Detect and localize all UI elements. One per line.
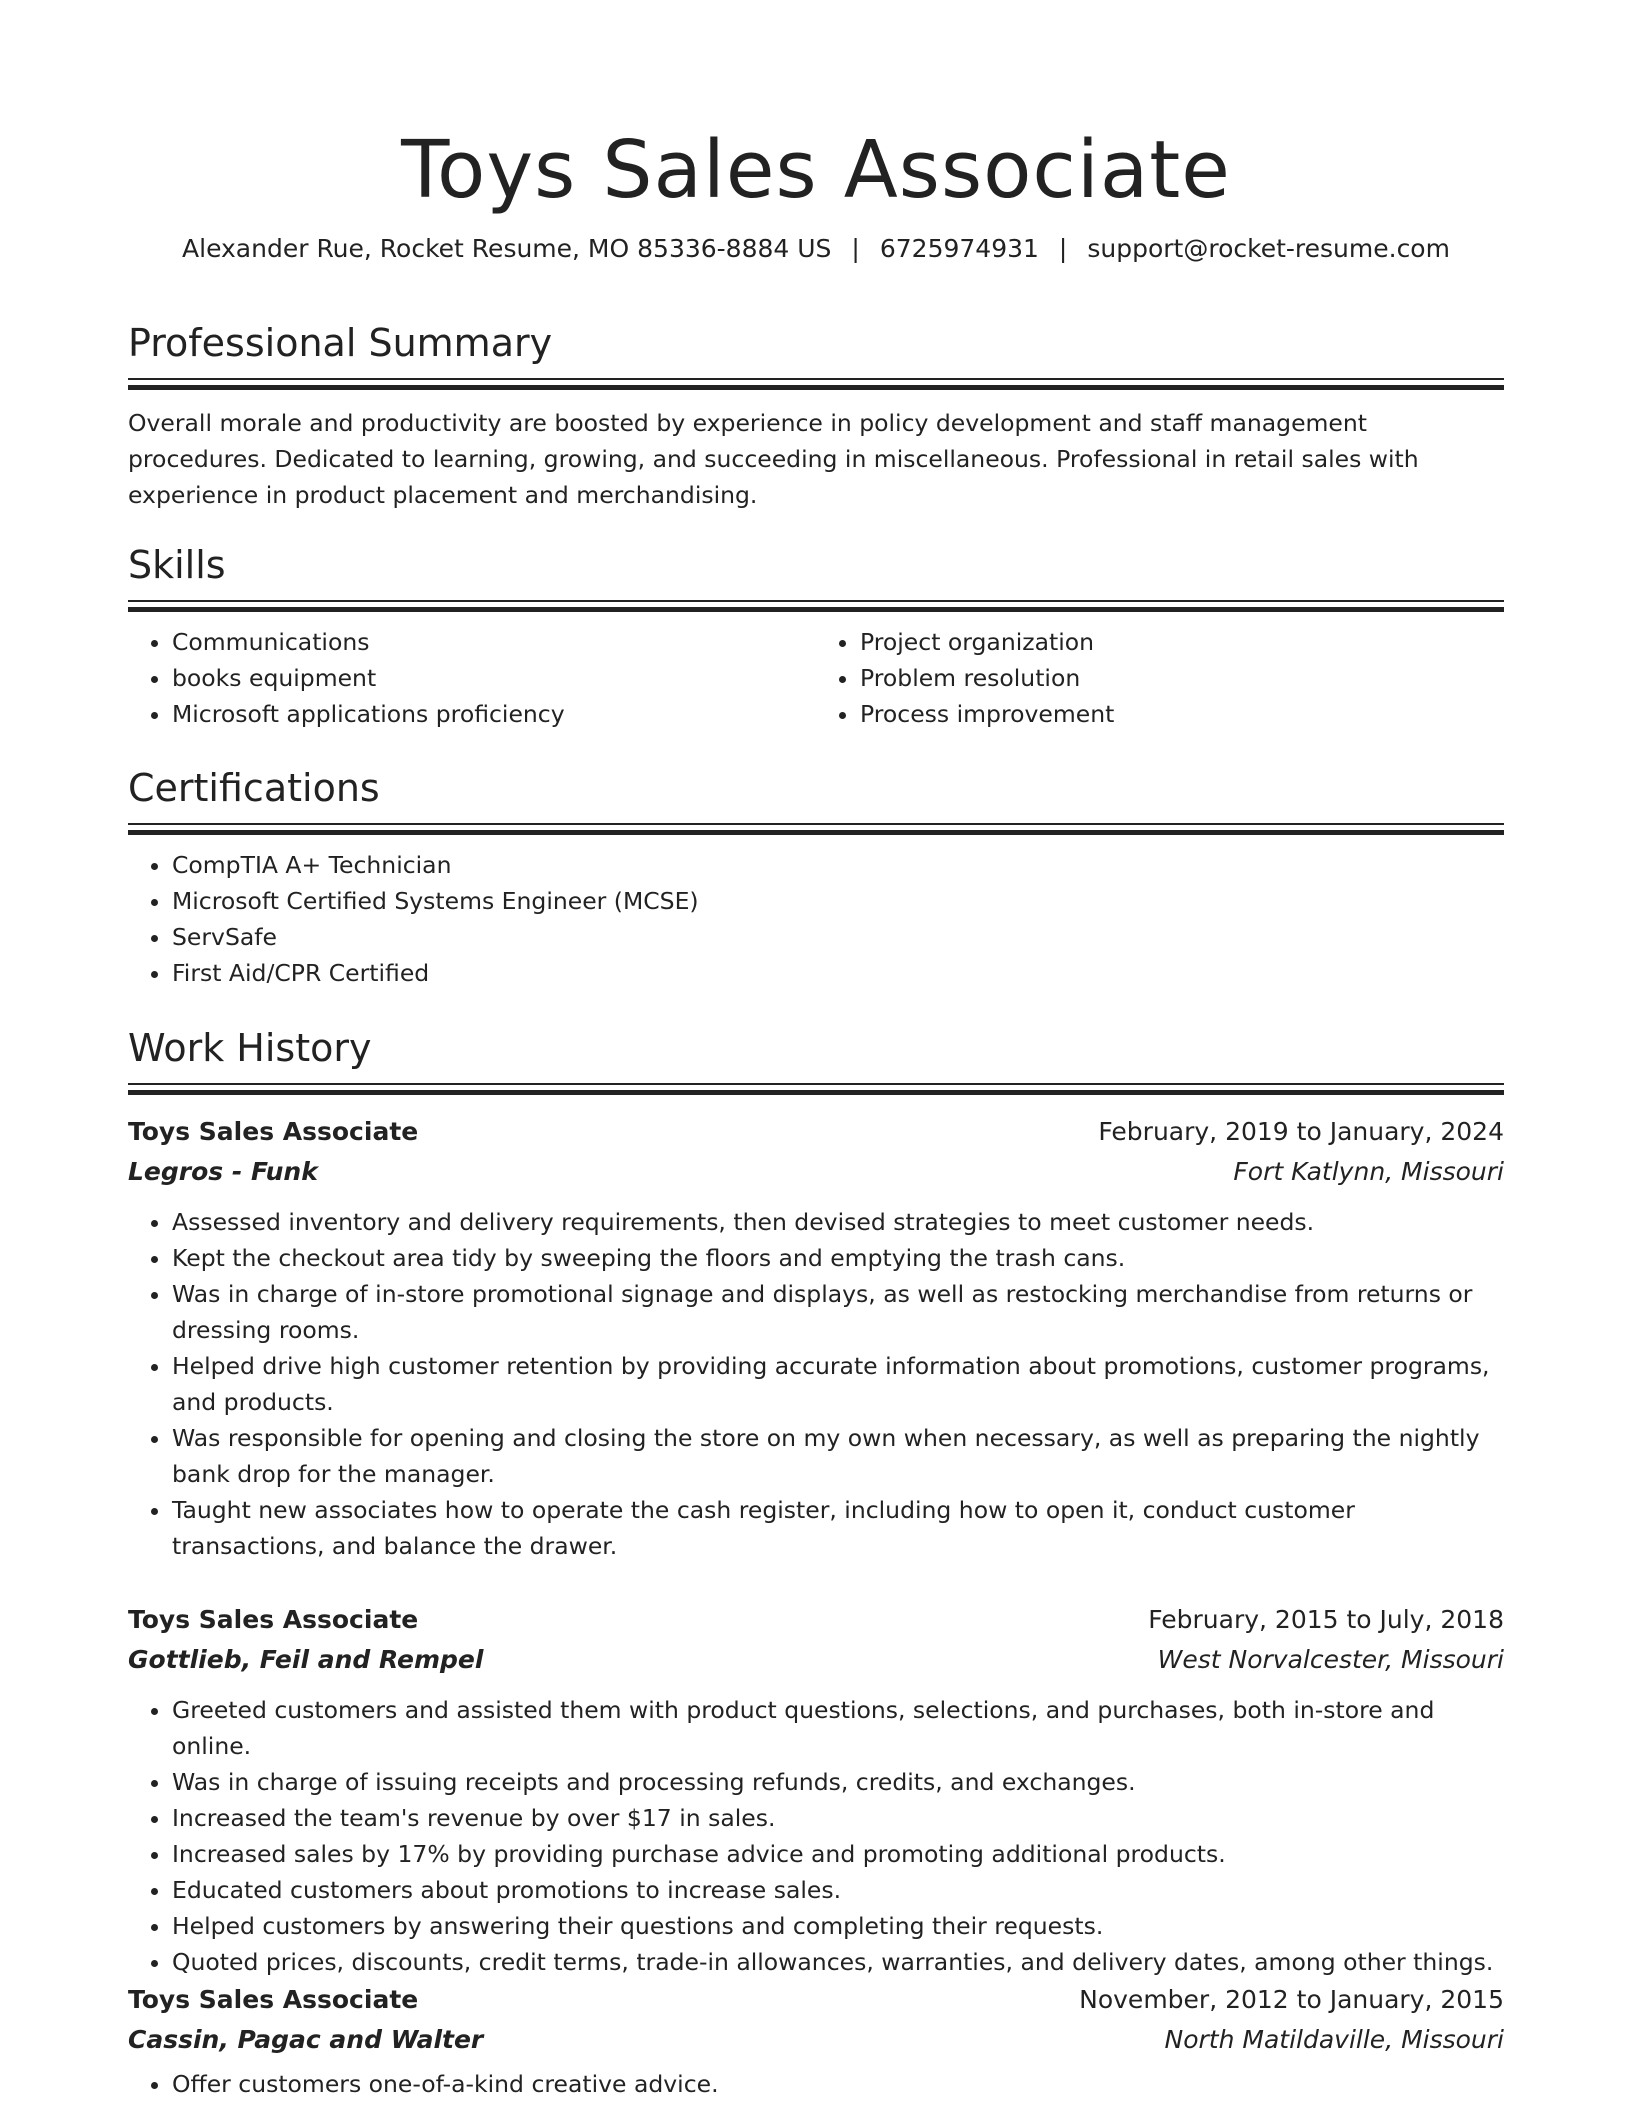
skills-list bbox=[128, 624, 1504, 732]
job-entry bbox=[128, 1112, 1504, 1564]
job-title: Toys Sales Associate bbox=[128, 1117, 419, 1146]
job-bullet: • Was in charge of in-store promotional signage and displays, as well as restocking merchandise from returns or dressing rooms. bbox=[172, 1276, 1504, 1348]
work-history-section bbox=[128, 1025, 1504, 1095]
skill-item: • Process improvement bbox=[860, 696, 1504, 732]
certification-item: • ServSafe bbox=[172, 919, 1504, 955]
job-bullet: • Helped customers by answering their questions and completing their requests. bbox=[172, 1908, 1504, 1944]
job-subheader bbox=[128, 1640, 1504, 1680]
resume-title: Toys Sales Associate bbox=[401, 124, 1231, 216]
certifications-list bbox=[128, 847, 1504, 991]
job-bullet: • Quoted prices, discounts, credit terms, trade-in allowances, warranties, and delivery dates, among other things. bbox=[172, 1944, 1504, 1980]
job-company: Legros - Funk bbox=[128, 1157, 318, 1186]
section-divider bbox=[128, 823, 1504, 835]
job-location: West Norvalcester, Missouri bbox=[1157, 1645, 1504, 1674]
section-heading: Certifications bbox=[128, 766, 380, 810]
job-title: Toys Sales Associate bbox=[128, 1985, 419, 2014]
section-divider bbox=[128, 1083, 1504, 1095]
contact-phone: 6725974931 bbox=[879, 234, 1039, 263]
skills-section bbox=[128, 542, 1504, 732]
job-bullet: • Educated customers about promotions to increase sales. bbox=[172, 1872, 1504, 1908]
section-heading: Work History bbox=[128, 1026, 372, 1070]
skills-column-right bbox=[816, 624, 1504, 732]
job-entry bbox=[128, 1600, 1504, 1980]
certification-item: • Microsoft Certified Systems Engineer (MCSE) bbox=[172, 883, 1504, 919]
job-dates: November, 2012 to January, 2015 bbox=[1079, 1985, 1504, 2014]
job-subheader bbox=[128, 1152, 1504, 1192]
job-bullet: • Offer customers one-of-a-kind creative advice. bbox=[172, 2066, 1504, 2102]
section-divider bbox=[128, 378, 1504, 390]
contact-separator: | bbox=[1058, 234, 1068, 263]
job-location: North Matildaville, Missouri bbox=[1164, 2025, 1504, 2054]
job-bullet: • Taught new associates how to operate the cash register, including how to open it, conduct customer transactions, and balance the drawer. bbox=[172, 1492, 1504, 1564]
contact-line bbox=[128, 232, 1504, 266]
certification-item: • CompTIA A+ Technician bbox=[172, 847, 1504, 883]
summary-text: Overall morale and productivity are boosted by experience in policy development and staff management procedures. Dedicated to learning, growing, and succeeding in miscellaneous. Professional in retail sales with experience in product placement and merchandising. bbox=[128, 409, 1419, 509]
job-bullet: • Greeted customers and assisted them with product questions, selections, and purchases, both in-store and online. bbox=[172, 1692, 1504, 1764]
job-bullet: • Assessed inventory and delivery requirements, then devised strategies to meet customer needs. bbox=[172, 1204, 1504, 1240]
job-dates: February, 2015 to July, 2018 bbox=[1148, 1605, 1504, 1634]
certification-item: • First Aid/CPR Certified bbox=[172, 955, 1504, 991]
section-divider bbox=[128, 600, 1504, 612]
job-entry bbox=[128, 1980, 1504, 2102]
skill-item: • Communications bbox=[172, 624, 816, 660]
job-company: Gottlieb, Feil and Rempel bbox=[128, 1645, 484, 1674]
job-header bbox=[128, 1112, 1504, 1152]
certifications-section bbox=[128, 765, 1504, 991]
job-company: Cassin, Pagac and Walter bbox=[128, 2025, 484, 2054]
skill-item: • Project organization bbox=[860, 624, 1504, 660]
job-header bbox=[128, 1980, 1504, 2020]
contact-address: Alexander Rue, Rocket Resume, MO 85336-8884 US bbox=[182, 234, 832, 263]
summary-section bbox=[128, 320, 1504, 513]
contact-separator: | bbox=[851, 234, 860, 263]
job-header bbox=[128, 1600, 1504, 1640]
job-bullets bbox=[128, 1692, 1504, 1980]
job-bullet: • Was responsible for opening and closing the store on my own when necessary, as well as preparing the nightly bank drop for the manager. bbox=[172, 1420, 1504, 1492]
job-bullet: • Helped drive high customer retention by providing accurate information about promotions, customer programs, and products. bbox=[172, 1348, 1504, 1420]
job-dates: February, 2019 to January, 2024 bbox=[1098, 1117, 1504, 1146]
skills-column-left bbox=[128, 624, 816, 732]
job-location: Fort Katlynn, Missouri bbox=[1233, 1157, 1504, 1186]
job-bullets bbox=[128, 1204, 1504, 1564]
job-bullets bbox=[128, 2066, 1504, 2102]
job-bullet: • Increased sales by 17% by providing purchase advice and promoting additional products. bbox=[172, 1836, 1504, 1872]
skill-item: • Microsoft applications proficiency bbox=[172, 696, 816, 732]
skill-item: • books equipment bbox=[172, 660, 816, 696]
job-subheader bbox=[128, 2020, 1504, 2060]
job-bullet: • Increased the team's revenue by over $17 in sales. bbox=[172, 1800, 1504, 1836]
section-heading: Professional Summary bbox=[128, 321, 553, 365]
job-bullet: • Was in charge of issuing receipts and processing refunds, credits, and exchanges. bbox=[172, 1764, 1504, 1800]
resume-page bbox=[128, 0, 1504, 2098]
section-heading: Skills bbox=[128, 543, 226, 587]
job-bullet: • Kept the checkout area tidy by sweeping the floors and emptying the trash cans. bbox=[172, 1240, 1504, 1276]
skill-item: • Problem resolution bbox=[860, 660, 1504, 696]
job-title: Toys Sales Associate bbox=[128, 1605, 419, 1634]
contact-email: support@rocket-resume.com bbox=[1087, 234, 1450, 263]
